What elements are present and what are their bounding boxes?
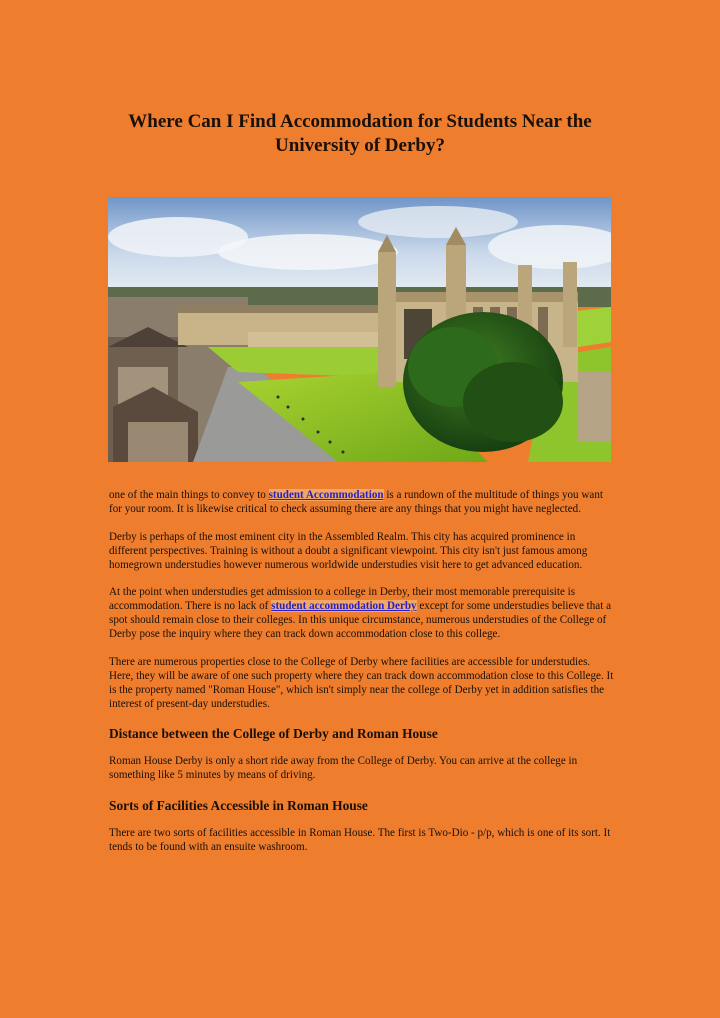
paragraph-1-text-a: one of the main things to convey to	[109, 489, 269, 501]
college-photo	[108, 197, 611, 462]
section-facilities-text: There are two sorts of facilities accessible in Roman House. The first is Two-Dio - p/p, which is one of its sort. It tends to be found with an ensuite washroom.	[109, 827, 611, 853]
paragraph-4: There are numerous properties close to the College of Derby where facilities are accessible for understudies. Here, they will be aware of one such property where they can track down accommodation close to this College. It is the property named "Roman House", which isn't simply near the college of Derby yet in addition satisfies the interest of present-day understudies.	[109, 655, 614, 710]
section-heading-facilities: Sorts of Facilities Accessible in Roman House	[109, 798, 368, 814]
section-heading-distance: Distance between the College of Derby and Roman House	[109, 726, 438, 742]
student-accommodation-derby-link[interactable]: student accommodation Derby	[271, 600, 417, 613]
paragraph-3-text-b: except for some understudies believe that a spot should remain close to their colleges. In this unique circumstance, numerous understudies of the College of Derby pose the inquiry where they can track down accommodation close to this college.	[109, 600, 611, 641]
article-body	[109, 489, 614, 869]
paragraph-2: Derby is perhaps of the most eminent city in the Assembled Realm. This city has acquired prominence in different perspectives. Training is without a doubt a significant viewpoint. This city isn't just famous among homegrown understudies however numerous worldwide understudies visit here to get advanced education.	[109, 530, 588, 571]
paragraph-1-text-b: is a rundown of the multitude of things you want for your room. It is likewise critical to check assuming there are any things that you might have neglected.	[109, 489, 603, 515]
section-distance-text: Roman House Derby is only a short ride away from the College of Derby. You can arrive at the college in something like 5 minutes by means of driving.	[109, 755, 578, 782]
paragraph-3	[109, 586, 614, 642]
paragraph-3-text-a: At the point when understudies get admission to a college in Derby, their most memorable prerequisite is accommodation. There is no lack of	[109, 586, 576, 613]
student-accommodation-link[interactable]: student Accommodation	[268, 489, 384, 501]
paragraph-1	[109, 489, 614, 517]
page-title: Where Can I Find Accommodation for Students Near the University of Derby?	[128, 111, 592, 156]
